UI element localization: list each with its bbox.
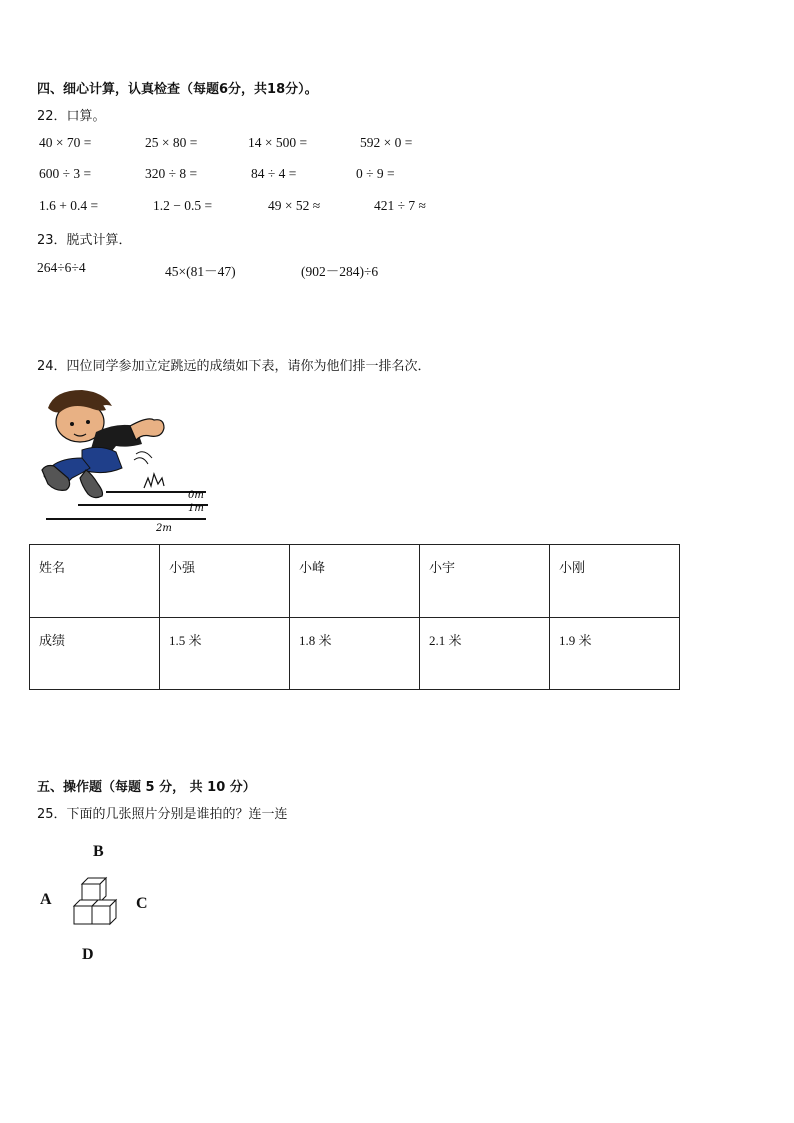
oral-calc-item: 25 × 80 = [145, 135, 198, 150]
question-22-label: 22．口算。 [37, 109, 106, 124]
student-name-cell: 小峰 [290, 545, 420, 618]
stepwise-calc-item: 45×(81－47) [165, 264, 236, 279]
score-cell: 1.8 米 [290, 617, 420, 690]
oral-calc-item: 1.6 + 0.4 = [39, 198, 99, 213]
stepwise-calc-item: 264÷6÷4 [37, 260, 86, 275]
header-label-cell: 姓名 [30, 545, 160, 618]
student-name-cell: 小宇 [420, 545, 550, 618]
oral-calc-item: 49 × 52 ≈ [268, 198, 321, 213]
table-row [30, 545, 680, 618]
oral-calc-item: 40 × 70 = [39, 135, 92, 150]
long-jump-illustration [38, 388, 218, 536]
oral-calc-item: 600 ÷ 3 = [39, 166, 92, 181]
jump-score-table [29, 544, 680, 690]
oral-calc-item: 320 ÷ 8 = [145, 166, 198, 181]
oral-calc-item: 84 ÷ 4 = [251, 166, 297, 181]
table-row [30, 617, 680, 690]
viewpoint-label-bottom: D [82, 946, 94, 963]
oral-calc-item: 592 × 0 = [360, 135, 413, 150]
student-name-cell: 小刚 [550, 545, 680, 618]
score-label-cell: 成绩 [30, 617, 160, 690]
oral-calc-item: 0 ÷ 9 = [356, 166, 395, 181]
score-cell: 1.9 米 [550, 617, 680, 690]
viewpoint-label-right: C [136, 895, 148, 912]
score-cell: 1.5 米 [160, 617, 290, 690]
distance-mark-0m: 0m [188, 490, 204, 501]
question-24-label: 24．四位同学参加立定跳远的成绩如下表，请你为他们排一排名次． [37, 359, 431, 374]
cube-stack-figure [70, 876, 122, 932]
section-5-title: 五、操作题（每题 5 分， 共 10 分） [37, 780, 256, 795]
viewpoint-label-top: B [93, 843, 104, 860]
oral-calc-item: 14 × 500 = [248, 135, 308, 150]
question-25-label: 25．下面的几张照片分别是谁拍的？连一连 [37, 807, 288, 822]
section-4-title: 四、细心计算，认真检查（每题6分，共18分）。 [37, 82, 318, 97]
oral-calc-item: 1.2 − 0.5 = [153, 198, 213, 213]
student-name-cell: 小强 [160, 545, 290, 618]
distance-mark-2m: 2m [156, 523, 172, 534]
distance-mark-1m: 1m [188, 503, 204, 514]
score-cell: 2.1 米 [420, 617, 550, 690]
question-23-label: 23．脱式计算． [37, 233, 132, 248]
oral-calc-item: 421 ÷ 7 ≈ [374, 198, 426, 213]
viewpoint-label-left: A [40, 891, 52, 908]
stepwise-calc-item: (902－284)÷6 [301, 264, 379, 279]
